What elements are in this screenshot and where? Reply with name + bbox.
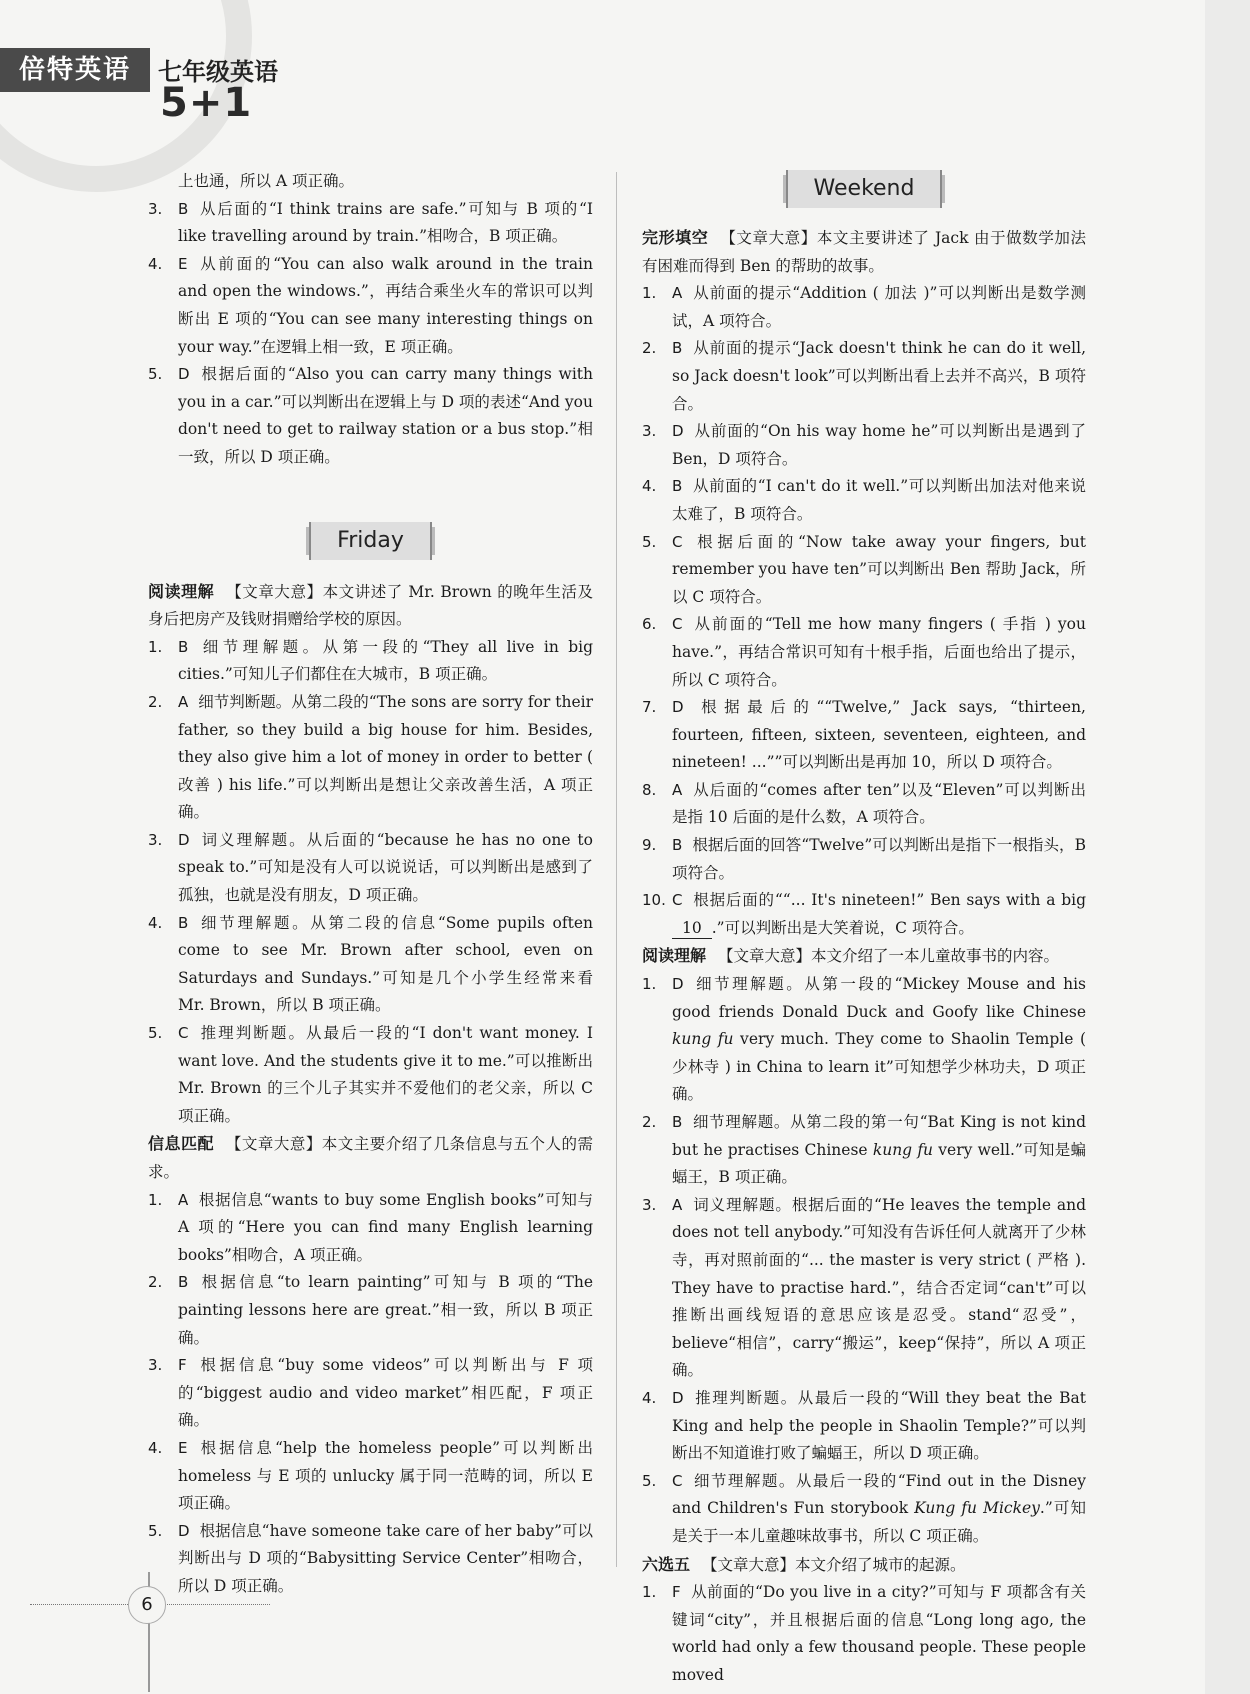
answer-item: 6. C 从前面的“Tell me how many fingers ( 手指 ) you have.”，再结合常识可知有十根手指，后面也给出了提示，所以 C 项符合。 xyxy=(642,615,1086,689)
reading-section-head xyxy=(642,942,1086,971)
continued-text: 上也通，所以 A 项正确。 xyxy=(178,172,355,190)
section-summary: 【文章大意】本文介绍了城市的起源。 xyxy=(702,1555,966,1574)
answer-item: 3. D 词义理解题。从后面的“because he has no one to speak to.”可知是没有人可以说说话，可以判断出是感到了孤独，也就是没有朋友，D 项正确。 xyxy=(148,830,593,905)
answer-item: 7. D 根据最后的““Twelve,” Jack says, “thirteen, fourteen, fifteen, sixteen, seventeen, eighteen, and nineteen! ...””可以判断出是再加 10，所以 D 项符合。 xyxy=(642,698,1086,772)
section-label: 完形填空 xyxy=(642,228,709,247)
blank-number: 10 xyxy=(672,918,712,939)
right-column xyxy=(642,168,1086,1689)
answer-item: 5. D 根据信息“have someone take care of her baby”可以判断出与 D 项的“Babysitting Service Center”相吻合，所以 D 项正确。 xyxy=(148,1521,593,1595)
answer-item: 10. C 根据后面的““... It's nineteen!” Ben says with a big 10 .”可以判断出是大笑着说，C 项符合。 xyxy=(642,891,1086,937)
column-divider xyxy=(616,172,617,1567)
friday-title: Friday xyxy=(309,522,432,560)
answer-item: 2. B 从前面的提示“Jack doesn't think he can do it well, so Jack doesn't look”可以判断出看上去并不高兴，B 项符合。 xyxy=(642,339,1086,413)
answer-item: 2. B 细节理解题。从第二段的第一句“Bat King is not kind but he practises Chinese kung fu very well.”可知是蝙蝠王，B 项正确。 xyxy=(642,1113,1087,1187)
answer-item: 8. A 从后面的“comes after ten”以及“Eleven”可以判断出是指 10 后面的是什么数，A 项符合。 xyxy=(642,780,1086,827)
section-summary: 【文章大意】本文主要介绍了几条信息与五个人的需求。 xyxy=(148,1135,593,1181)
answer-item: 2. B 根据信息“to learn painting”可知与 B 项的“The painting lessons here are great.”相一致，所以 B 项正确。 xyxy=(148,1273,593,1347)
section-summary: 【文章大意】本文主要讲述了 Jack 由于做数学加法有困难而得到 Ben 的帮助的故事。 xyxy=(642,229,1086,275)
friday-title-wrap xyxy=(148,522,593,560)
page-edge-shadow xyxy=(1205,0,1250,1694)
brand-label: 倍特英语 xyxy=(0,48,150,92)
six-choose-five-head xyxy=(642,1551,1086,1580)
answer-item: 4. E 从前面的“You can also walk around in the train and open the windows.”，再结合乘坐火车的常识可以判断出 E 项的“You can see many interesting things on your way.”在逻辑上相一致，E 项正确。 xyxy=(148,254,593,356)
cloze-section-head xyxy=(642,224,1086,280)
answer-item: 5. C 推理判断题。从最后一段的“I don't want money. I want love. And the students give it to me.”可以推断出 Mr. Brown 的三个儿子其实并不爱他们的老父亲，所以 C 项正确。 xyxy=(148,1024,593,1125)
weekend-title-wrap xyxy=(642,170,1086,208)
section-label: 六选五 xyxy=(642,1554,691,1574)
section-label: 阅读理解 xyxy=(148,581,215,601)
left-column xyxy=(148,168,593,1601)
section-summary: 【文章大意】本文讲述了 Mr. Brown 的晚年生活及身后把房产及钱财捐赠给学校的原因。 xyxy=(148,582,593,629)
answer-item: 3. D 从前面的“On his way home he”可以判断出是遇到了 Ben，D 项符合。 xyxy=(642,422,1086,468)
answer-item: 3. B 从后面的“I think trains are safe.”可知与 B 项的“I like travelling around by train.”相吻合，B 项正确。 xyxy=(148,199,593,246)
series-label: 5+1 xyxy=(160,80,253,126)
weekend-title: Weekend xyxy=(786,170,943,208)
answer-item: 2. A 细节判断题。从第二段的“The sons are sorry for their father, so they build a big house for him. Besides, they also give him a lot of money in order to better ( 改善 ) his life.”可以判断出是想让父亲改善生活，A 项正确。 xyxy=(148,692,593,822)
matching-section-head xyxy=(148,1130,593,1186)
section-label: 信息匹配 xyxy=(148,1134,214,1154)
answer-item: 4. E 根据信息“help the homeless people”可以判断出 homeless 与 E 项的 unlucky 属于同一范畴的词，所以 E 项正确。 xyxy=(148,1438,593,1513)
page-number: 6 xyxy=(128,1586,166,1624)
answer-item: 5. C 细节理解题。从最后一段的“Find out in the Disney and Children's Fun storybook Kung fu Mickey.”可知是关于一本儿童趣味故事书，所以 C 项正确。 xyxy=(642,1471,1086,1545)
section-label: 阅读理解 xyxy=(642,946,707,966)
section-summary: 【文章大意】本文介绍了一本儿童故事书的内容。 xyxy=(718,947,1060,966)
answer-item: 3. A 词义理解题。根据后面的“He leaves the temple and does not tell anybody.”可知没有告诉任何人就离开了少林寺，再对照前面的“... the master is very strict ( 严格 ). They have to practise hard.”，结合否定词“can't”可以推断出画线短语的意思应该是忍受。stand“忍受”，believe“相信”，carry“搬运”，keep“保持”，所以 A 项正确。 xyxy=(642,1195,1086,1380)
reading-section-head xyxy=(148,578,593,634)
answer-item: 1. D 细节理解题。从第一段的“Mickey Mouse and his good friends Donald Duck and Goofy like Chinese kung fu very much. They come to Shaolin Temple ( 少林寺 ) in China to learn it”可知想学少林功夫，D 项正确。 xyxy=(642,975,1086,1104)
answer-item: 5. D 根据后面的“Also you can carry many things with you in a car.”可以判断出在逻辑上与 D 项的表述“And you don't need to get to railway station or a bus stop.”相一致，所以 D 项正确。 xyxy=(148,365,593,466)
answer-item: 4. B 细节理解题。从第二段的信息“Some pupils often come to see Mr. Brown after school, even on Saturdays and Sundays.”可知是几个小学生经常来看 Mr. Brown，所以 B 项正确。 xyxy=(148,913,593,1015)
grade-label: 七年级英语 xyxy=(158,58,278,86)
answer-item: 4. B 从前面的“I can't do it well.”可以判断出加法对他来说太难了，B 项符合。 xyxy=(642,477,1086,523)
answer-item: 9. B 根据后面的回答“Twelve”可以判断出是指下一根指头，B 项符合。 xyxy=(642,836,1086,882)
answer-item: 1. F 从前面的“Do you live in a city?”可知与 F 项都含有关键词“city”，并且根据后面的信息“Long long ago, the world had only a few thousand people. These people moved xyxy=(642,1583,1086,1684)
answer-item: 1. B 细节理解题。从第一段的“They all live in big cities.”可知儿子们都住在大城市，B 项正确。 xyxy=(148,637,593,684)
answer-item: 1. A 根据信息“wants to buy some English books”可知与 A 项的“Here you can find many English learning books”相吻合，A 项正确。 xyxy=(148,1190,593,1264)
answer-item: 5. C 根据后面的“Now take away your fingers, but remember you have ten”可以判断出 Ben 帮助 Jack，所以 C 项符合。 xyxy=(642,532,1086,606)
answer-item: 3. F 根据信息“buy some videos”可以判断出与 F 项的“biggest audio and video market”相匹配，F 项正确。 xyxy=(148,1356,593,1430)
answer-item: 4. D 推理判断题。从最后一段的“Will they beat the Bat King and help the people in Shaolin Temple?”可以判断出不知道谁打败了蝙蝠王，所以 D 项正确。 xyxy=(642,1388,1086,1463)
answer-item: 1. A 从前面的提示“Addition ( 加法 )”可以判断出是数学测试，A 项符合。 xyxy=(642,284,1086,330)
